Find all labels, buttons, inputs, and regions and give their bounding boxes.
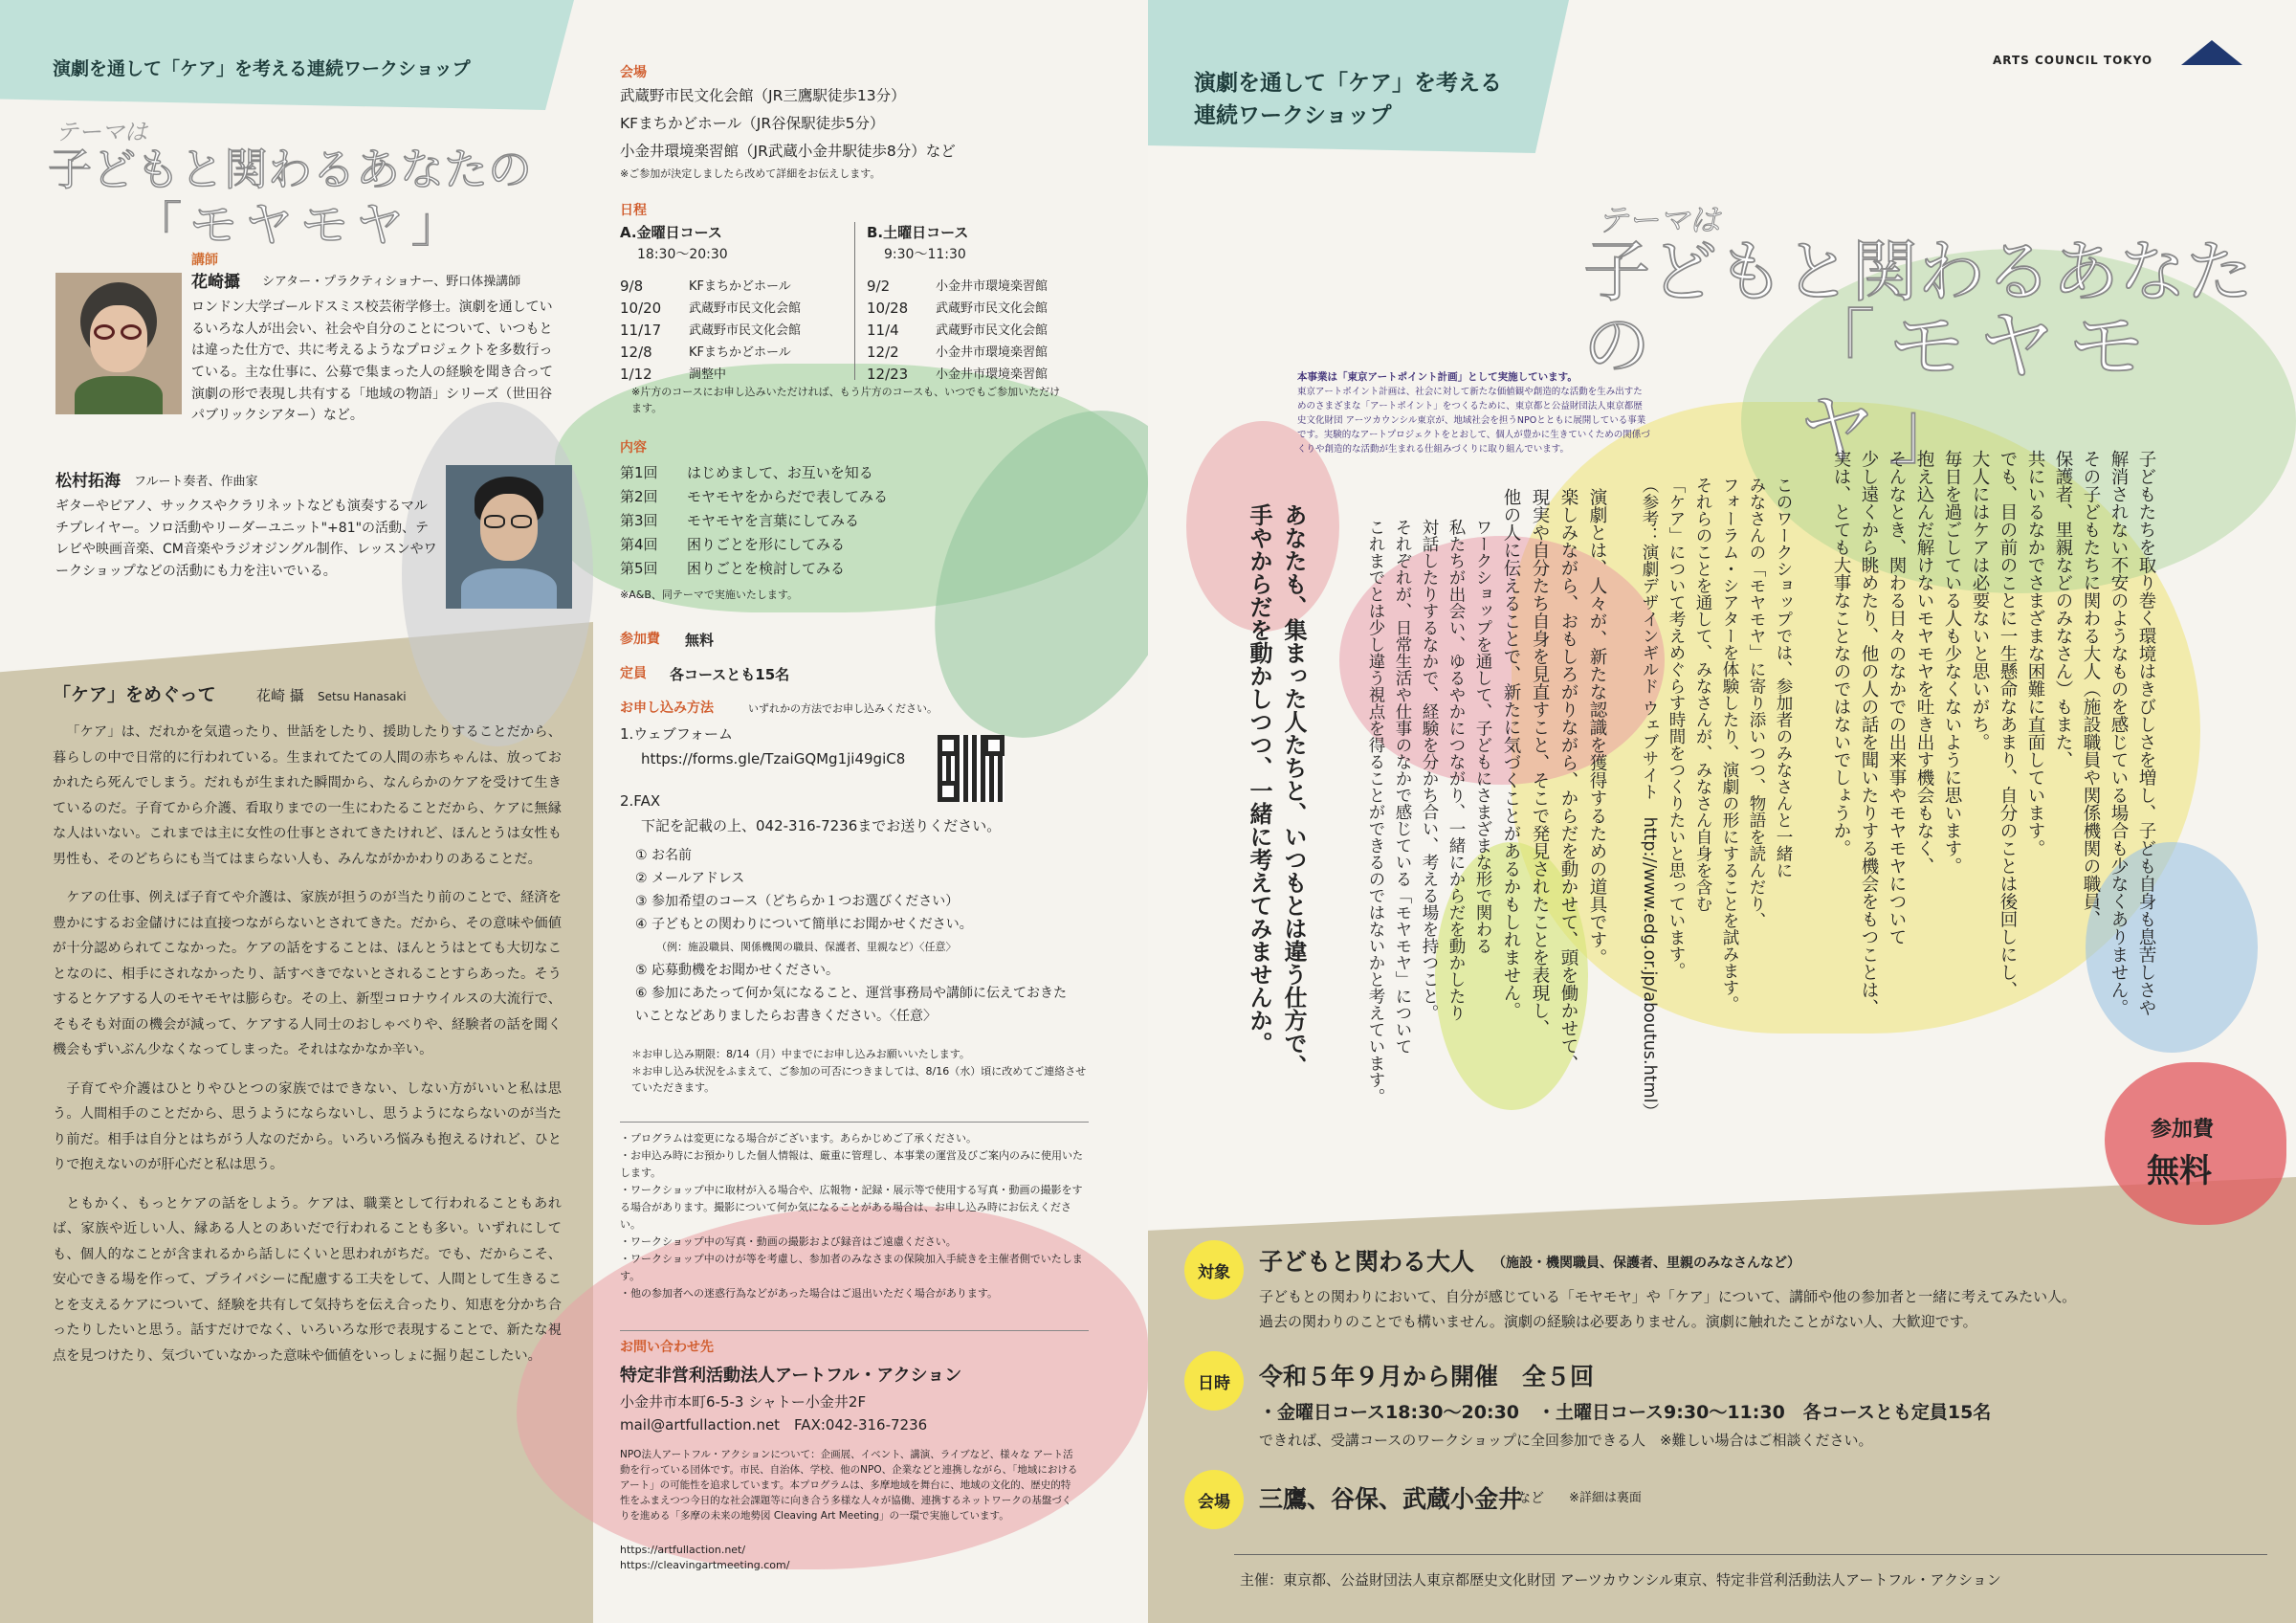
instructor-label: 講師	[191, 253, 218, 268]
venue-suffix: など	[1517, 1491, 1544, 1506]
content-row: 第5回 困りごとを検討してみる	[620, 560, 846, 577]
url-2[interactable]: https://cleavingartmeeting.com/	[620, 1559, 790, 1571]
fee-label: 参加費	[620, 632, 660, 647]
fax-item: ④ 子どもとの関わりについて簡単にお聞かせください。	[635, 917, 973, 932]
target-desc-1: 子どもとの関わりにおいて、自分が感じている「モヤモヤ」や「ケア」について、講師や他の参加者と一緒に考えてみたい人。	[1259, 1288, 2077, 1305]
lead-block-4: ワークショップを通して、子どもにさまざまな形で関わる 私たちが出会い、ゆるやかにつながり、一緒にからだを動かしたり 対話したりするなかで、経験を分かち合い、考える場を持つこと。 それぞれが、日常生活や仕事のなかで感じている「モヤモヤ」について これまでとは少し違う視点を得ることができるのではないかと考えています。	[1366, 519, 1492, 1105]
schedule-row: 12/8 KFまちかどホール	[620, 344, 791, 361]
schedule-row: 9/2 小金井市環境楽習館	[867, 278, 1049, 295]
date-sub: ・金曜日コース18:30〜20:30 ・土曜日コース9:30〜11:30 各コースとも定員15名	[1259, 1402, 1992, 1423]
fee-value: 無料	[685, 632, 715, 649]
content-row: 第4回 困りごとを形にしてみる	[620, 536, 846, 553]
content-label: 内容	[620, 440, 647, 456]
theme-line1: 子どもと関わるあなたの	[1583, 233, 2253, 385]
fax-item: ① お名前	[635, 848, 693, 863]
right-page	[1148, 0, 2296, 1623]
course-b	[867, 222, 1096, 386]
lead-block-3: 演劇とは、人々が、新たな認識を獲得するための道具です。 楽しみながら、おもしろがりながら、からだを動かせて、頭を働かせて、 現実や自分たち自身を見直すこと、そこで発見されたことを表現し、 他の人に伝えることで、新たに気づくことがあるかもしれません。	[1501, 488, 1607, 1073]
logo-text: ARTS COUNCIL TOKYO	[1993, 54, 2153, 67]
lead-block-5: あなたも、集まった人たちと、いつもとは違う仕方で、 手やからだを動かしつつ、一緒に考えてみませんか。	[1246, 503, 1307, 1078]
deadline-note: ＊お申し込み期限：8/14（月）中までにお申し込みお願いいたします。	[631, 1048, 970, 1060]
essay-paragraph: 「ケア」は、だれかを気遣ったり、世話をしたり、援助したりすることだから、暮らしの中で日常的に行われている。生まれてたての人間の赤ちゃんは、放っておかれたら死んでしまう。だれもが生まれた瞬間から、なんらかのケアを受けて生きているのだ。子育てから介護、看取りまでの一生にわたることだから、ケアに無縁な人はいない。これまでは主に女性の仕事とされてきたけれど、ほんとうは女性も男性も、そのどちらにも当てはまらない人も、みんながかかわりのあることだ。	[53, 724, 562, 867]
content-row: 第3回 モヤモヤを言葉にしてみる	[620, 512, 860, 529]
avatar-matsumura	[446, 465, 572, 609]
theme-label: テーマは	[55, 119, 147, 145]
schedule-row: 1/12 調整中	[620, 366, 727, 383]
course-b-time: 9:30〜11:30	[884, 247, 966, 262]
note-item: ・ワークショップ中に取材が入る場合や、広報物・記録・展示等で使用する写真・動画の撮影をする場合があります。撮影について何か気になることがある場合は、お申し込み時にお伝えください。	[620, 1184, 1083, 1231]
schedule-label: 日程	[620, 203, 647, 218]
date-note: できれば、受講コースのワークショップに全回参加できる人 ※難しい場合はご相談ください。	[1259, 1432, 1873, 1449]
band-title: 演劇を通して「ケア」を考える連続ワークショップ	[53, 58, 471, 79]
web-form-label: 1.ウェブフォーム	[620, 725, 733, 743]
fax-item: （例：施設職員、関係機関の職員、保護者、里親など）〈任意〉	[656, 941, 957, 953]
apply-label: お申し込み方法	[620, 700, 714, 716]
fax-item: ③ 参加希望のコース（どちらか１つお選びください）	[635, 894, 960, 909]
notes-box	[620, 1122, 1089, 1302]
venue-tag-label: 会場	[1198, 1492, 1230, 1512]
capacity-value: 各コースとも15名	[670, 666, 790, 683]
org-contact[interactable]: mail@artfullaction.net FAX:042-316-7236	[620, 1416, 928, 1434]
target-tag-label: 対象	[1198, 1262, 1230, 1282]
note-item: ・ワークショップ中のけが等を考慮し、参加者のみなさまの保険加入手続きを主催者側でいたします。	[620, 1253, 1083, 1282]
essay-paragraph: 子育てや介護はひとりやひとつの家族ではできない、しない方がいいと私は思う。人間相手のことだから、思うようにならないし、思うようにならないのが当たり前だ。相手は自分とはちがう人なのだから。いろいろ悩みも抱えるけれど、ひとりで抱えないのが肝心だと私は思う。	[53, 1080, 562, 1172]
url-1[interactable]: https://artfullaction.net/	[620, 1544, 746, 1556]
theme-line2: 「モヤモヤ」	[134, 197, 467, 253]
essay-author-en: Setsu Hanasaki	[318, 690, 407, 703]
schedule-row: 12/2 小金井市環境楽習館	[867, 344, 1049, 361]
course-b-title: B.土曜日コース	[867, 224, 969, 241]
course-a-title: A.金曜日コース	[620, 224, 722, 241]
fax-label: 2.FAX	[620, 792, 661, 810]
schedule-row: 10/28 武蔵野市民文化会館	[867, 300, 1049, 317]
schedule-row: 9/8 KFまちかどホール	[620, 278, 791, 295]
venue-item: 武蔵野市民文化会館（JR三鷹駅徒歩13分）	[620, 87, 906, 104]
venue-note: ※ご参加が決定しましたら改めて詳細をお伝えします。	[620, 167, 881, 180]
inst1-bio: ロンドン大学ゴールドスミス校芸術学修士。演劇を通しているいろな人が出会い、社会や自分のことについて、いつもとは違った仕方で、共に考えるようなプロジェクトを多数行っている。主な仕事に、公募で集まった人の経験を聞き合って演劇の形で表現し共有する「地域の物語」シリーズ（世田谷パブリックシアター）など。	[191, 300, 553, 424]
content-row: 第1回 はじめまして、お互いを知る	[620, 464, 873, 481]
venue-tag	[1184, 1470, 1244, 1529]
essay-title: 「ケア」をめぐって	[53, 684, 216, 705]
target-main: 子どもと関わる大人	[1259, 1248, 1475, 1276]
venue-list	[620, 82, 956, 166]
content-row: 第2回 モヤモヤをからだで表してみる	[620, 488, 889, 505]
inst1-role: シアター・プラクティショナー、野口体操講師	[262, 275, 521, 289]
venue-label: 会場	[620, 65, 647, 80]
essay-body	[53, 720, 562, 1368]
target-tag	[1184, 1240, 1244, 1300]
schedule-row: 11/17 武蔵野市民文化会館	[620, 322, 802, 339]
venue-item: 小金井環境楽習館（JR武蔵小金井駅徒歩8分）など	[620, 143, 956, 160]
apply-sub: いずれかの方法でお申し込みください。	[748, 702, 938, 715]
content-list	[620, 461, 888, 581]
theme-line1: 子どもと関わるあなたの	[48, 144, 532, 195]
venue-main: 三鷹、谷保、武蔵小金井	[1259, 1485, 1523, 1513]
tap-title: 本事業は「東京アートポイント計画」として実施しています。	[1297, 371, 1578, 383]
fee-badge-value: 無料	[2147, 1152, 2212, 1190]
schedule-row: 12/23 小金井市環境楽習館	[867, 366, 1049, 383]
org-name: 特定非営利活動法人アートフル・アクション	[620, 1366, 962, 1386]
theme-label: テーマは	[1598, 202, 1721, 238]
organizer-divider	[1234, 1554, 2267, 1555]
capacity-label: 定員	[620, 666, 647, 681]
fax-item: ② メールアドレス	[635, 871, 745, 886]
web-form-url[interactable]: https://forms.gle/TzaiGQMg1ji49giC8	[641, 750, 906, 767]
fax-item: ⑥ 参加にあたって何か気になること、運営事務局や講師に伝えておきたいことなどありましたらお書きください。〈任意〉	[635, 986, 1067, 1024]
target-sub: （施設・機関職員、保護者、里親のみなさんなど）	[1492, 1256, 1800, 1271]
inst1-name: 花崎攝	[191, 273, 240, 292]
inst2-bio: ギターやピアノ、サックスやクラリネットなども演奏するマルチプレイヤー。ソロ活動やリーダーユニット"+81"の活動、テレビや映画音楽、CM音楽やラジオジングル制作、レッスンやワークショップなどの活動にも力を注いでいる。	[55, 499, 437, 580]
avatar-hanasaki	[55, 273, 182, 414]
venue-item: KFまちかどホール（JR谷保駅徒歩5分）	[620, 115, 885, 132]
schedule-row: 11/4 武蔵野市民文化会館	[867, 322, 1049, 339]
org-about: NPO法人アートフル・アクションについて：企画展、イベント、講演、ライブなど、様々な アート活動を行っている団体です。市民、自治体、学校、他のNPO、企業などと連携しながら、「地域におけるアート」の可能性を追求しています。本プログラムは、多摩地域を舞台に、地域の文化的、歴史的特性をふまえつつ今日的な社会課題等に向き合う多様な人々が協働、連携するネットワークの基盤づくりを進める「多摩の未来の地勢図 Cleaving Art Meeting」の一環で実施しています。	[620, 1449, 1078, 1522]
note-item: ・他の参加者への迷惑行為などがあった場合はご退出いただく場合があります。	[620, 1287, 999, 1300]
organizer: 主催：東京都、公益財団法人東京都歴史文化財団 アーツカウンシル東京、特定非営利活動法人アートフル・アクション	[1240, 1571, 2001, 1589]
date-main: 令和５年９月から開催 全５回	[1259, 1363, 1595, 1390]
band-title-1: 演劇を通して「ケア」を考える	[1194, 71, 1502, 96]
logo-mark	[2181, 40, 2242, 65]
date-tag-label: 日時	[1198, 1373, 1230, 1393]
band-title-2: 連続ワークショップ	[1194, 103, 1392, 128]
essay-paragraph: ケアの仕事、例えば子育てや介護は、家族が担うのが当たり前のことで、経済を豊かにするお金儲けには直接つながらないとされてきた。だから、その意味や価値が十分認められてこなかった。ケアの話をすることは、ほんとうはとても大切なことなのに、相手にされなかったり、話すべきでないとされることすらあった。そうするとケアする人のモヤモヤは膨らむ。その上、新型コロナウイルスの大流行で、そもそも対面の機会が減って、ケアする人同士のおしゃべりや、経験者の話を聞く機会もずいぶん少なくなってしまった。それはなかなか辛い。	[53, 890, 562, 1057]
venue-note: ※詳細は裏面	[1569, 1491, 1642, 1505]
fax-text: 下記を記載の上、042-316-7236までお送りください。	[641, 817, 1002, 834]
course-a	[620, 222, 850, 386]
inst2-name: 松村拓海	[55, 472, 121, 491]
essay-author: 花崎 攝	[256, 687, 304, 704]
fax-items	[635, 844, 1075, 1028]
note-item: ・お申込み時にお預かりした個人情報は、厳重に管理し、本事業の運営及びご案内のみに使用いたします。	[620, 1149, 1083, 1179]
fee-badge-label: 参加費	[2151, 1118, 2215, 1142]
target-desc-2: 過去の関わりのことでも構いません。演劇の経験は必要ありません。演劇に触れたことがない人、大歓迎です。	[1259, 1313, 1977, 1330]
content-note: ※A&B、同テーマで実施いたします。	[620, 589, 798, 601]
org-address: 小金井市本町6-5-3 シャトー小金井2F	[620, 1393, 867, 1411]
fax-item: ⑤ 応募動機をお聞かせください。	[635, 963, 840, 978]
schedule-note: ※片方のコースにお申し込みいただければ、もう片方のコースも、いつでもご参加いただけます。	[631, 386, 1061, 414]
qr-code[interactable]	[938, 735, 1004, 802]
theme-line2: 「モヤモヤ」	[1799, 301, 2158, 475]
note-item: ・ワークショップ中の写真・動画の撮影および録音はご遠慮ください。	[620, 1235, 957, 1248]
note-item: ・プログラムは変更になる場合がございます。あらかじめご了承ください。	[620, 1132, 978, 1145]
lead-block-1: 子どもたちを取り巻く環境はきびしさを増し、子ども自身も息苦しさや 解消されない不安のようなものを感じている場合も少なくありません。 その子どもたちに関わる大人（施設職員や関係機関の職員、 保護者、里親などのみなさん）もまた、 共にいるなかでさまざまな困難に直面しています。 でも、目の前のことに一生懸命なあまり、自分のことは後回しにし、 大人にはケアは必要ないと思いがち。 毎日を過ごしている人も少なくないように思います。 抱え込んだ解けないモヤモヤを吐き出す機会もなく、 そんなとき、関わる日々のなかでの出来事やモヤモヤについて 少し遠くから眺めたり、他の人の話を聞いたりする機会をもつことは、 実は、とても大事なことなのではないでしょうか。	[1831, 450, 2156, 1016]
inst2-role: フルート奏者、作曲家	[134, 475, 258, 489]
course-a-time: 18:30〜20:30	[637, 247, 728, 262]
contact-label: お問い合わせ先	[620, 1340, 714, 1355]
date-tag	[1184, 1351, 1244, 1411]
schedule-divider	[854, 222, 855, 380]
contact-divider	[620, 1330, 1089, 1331]
tap-body: 東京アートポイント計画は、社会に対して新たな価値観や創造的な活動を生み出すためのさまざまな「アートポイント」をつくるために、東京都と公益財団法人東京都歴史文化財団 アーツカウンシル東京が、地域社会を担うNPOとともに展開している事業です。実験的なアートプロジェクトをとおして、個人が豊かに生きていくための関係づくりや創造的な活動が生まれる仕組みづくりに取り組んでいます。	[1297, 387, 1650, 455]
essay-paragraph: ともかく、もっとケアの話をしよう。ケアは、職業として行われることもあれば、家族や近しい人、縁ある人とのあいだで行われることも多い。いずれにしても、個人的なことが含まれるから話しにくいと思われがちだ。でも、だからこそ、安心できる場を作って、プライバシーに配慮する工夫をして、人間として生きることを支えるケアについて、経験を共有して気持ちを伝え合ったり、知恵を分かち合ったりしたいと思う。話すだけでなく、いろいろな形で表現することで、新たな視点を見つけたり、気づいていなかった意味や価値をいっしょに掘り起こしたい。	[53, 1195, 562, 1364]
deadline-note-2: ＊お申し込み状況をふまえて、ご参加の可否につきましては、8/16（水）頃に改めてご連絡させていただきます。	[631, 1065, 1087, 1094]
schedule-row: 10/20 武蔵野市民文化会館	[620, 300, 802, 317]
lead-block-2: このワークショップでは、参加者のみなさんと一緒に みなさんの「モヤモヤ」に寄り添いつつ、物語を読んだり、 フォーラム・シアターを体験したり、演劇の形にすることを試みます。 それらのことを通して、みなさんが、みなさん自身を含む 「ケア」について考えめぐらす時間をつくりたいと思っています。 （参考：演劇デザインギルド ウェブサイト http://www.edg.or.jp/aboutus.html）	[1640, 477, 1793, 1120]
